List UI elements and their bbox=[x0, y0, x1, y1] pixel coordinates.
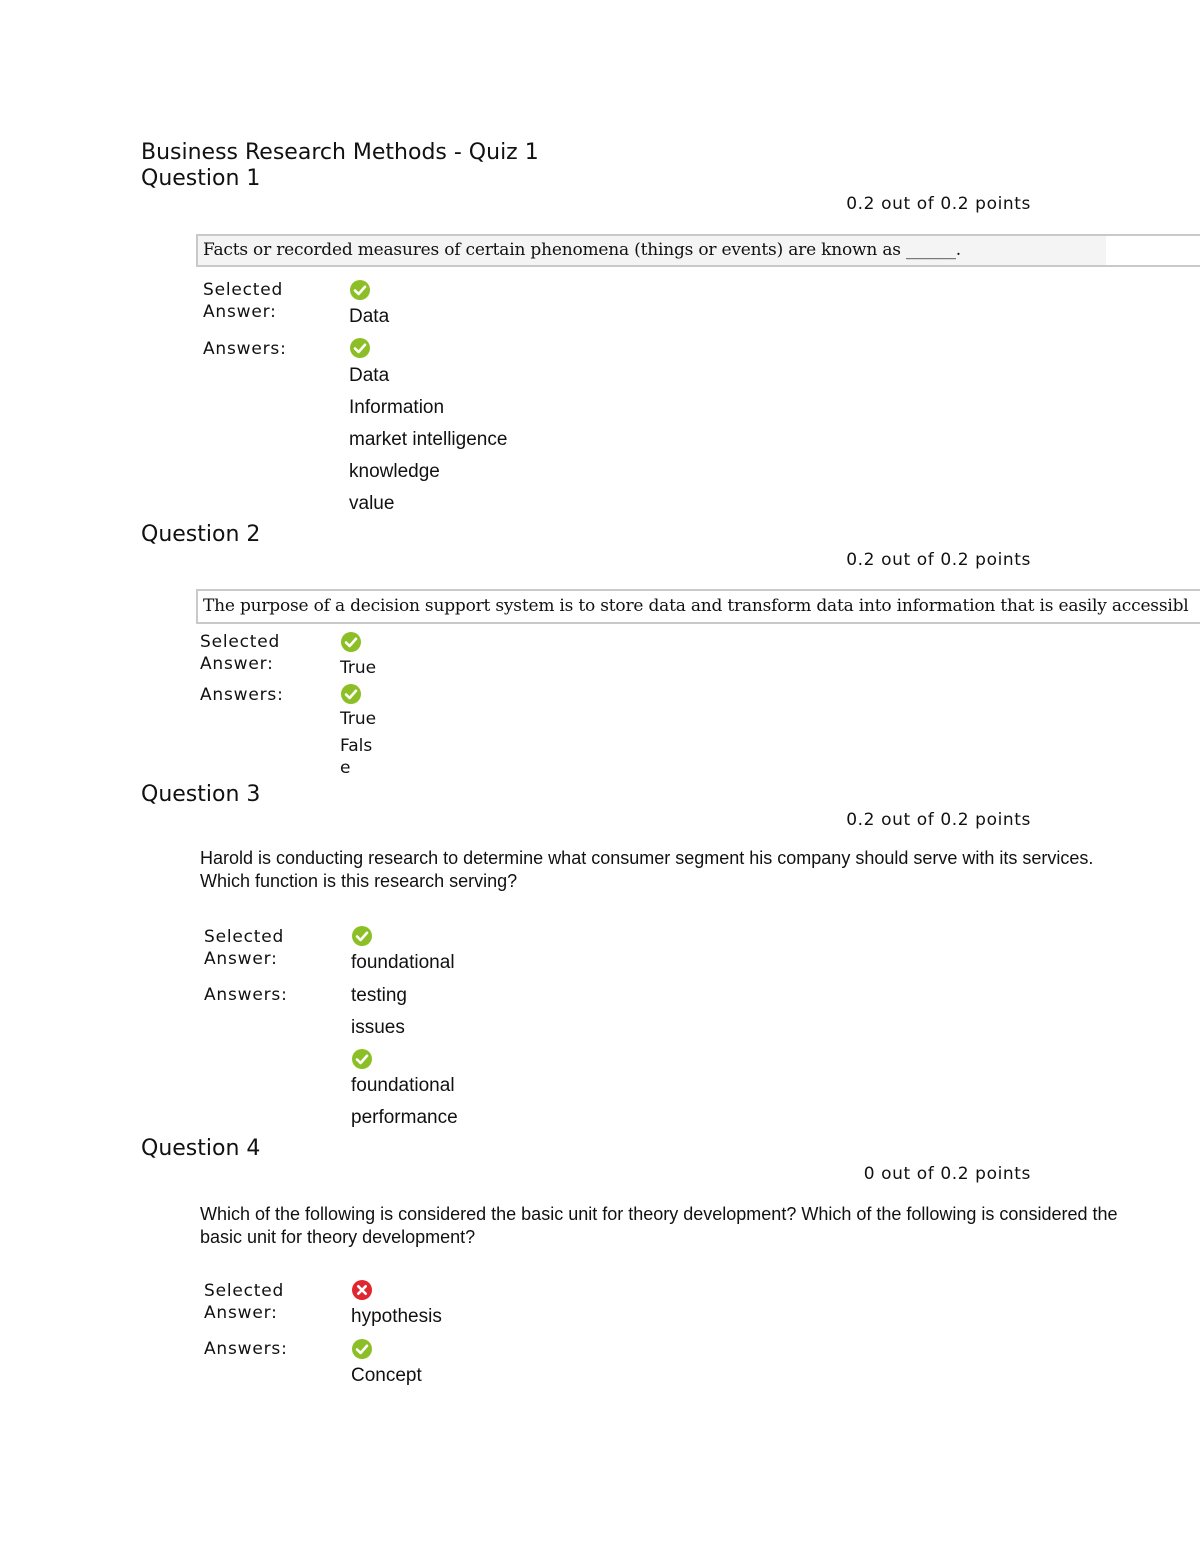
page-title: Business Research Methods - Quiz 1 bbox=[141, 140, 539, 165]
answer-option: Information bbox=[349, 397, 445, 418]
answer-option: issues bbox=[351, 1017, 405, 1038]
answers-label: Answers: bbox=[204, 1339, 288, 1359]
answer-option: e bbox=[340, 758, 351, 778]
question-heading: Question 3 bbox=[141, 782, 261, 807]
check-circle-icon bbox=[341, 632, 361, 652]
question-text-box bbox=[196, 589, 1200, 624]
selected-answer-value: hypothesis bbox=[351, 1306, 442, 1327]
answer-option: testing bbox=[351, 985, 407, 1006]
x-circle-icon bbox=[352, 1280, 372, 1300]
question-points: 0.2 out of 0.2 points bbox=[846, 810, 1031, 830]
check-circle-icon bbox=[350, 338, 370, 358]
selected-answer-label: Selected Answer: bbox=[204, 1281, 285, 1323]
check-circle-icon bbox=[350, 280, 370, 300]
question-text: The purpose of a decision support system is to store data and transform data into information that is easily accessibl bbox=[203, 596, 1189, 616]
selected-answer-value: True bbox=[340, 658, 377, 678]
answer-option: Fals bbox=[340, 736, 373, 756]
answer-option: value bbox=[349, 493, 395, 514]
question-heading: Question 2 bbox=[141, 522, 261, 547]
answers-label: Answers: bbox=[204, 985, 288, 1005]
selected-answer-label: Selected Answer: bbox=[204, 927, 285, 969]
answer-option: Data bbox=[349, 365, 390, 386]
question-points: 0.2 out of 0.2 points bbox=[846, 550, 1031, 570]
question-text: Which of the following is considered the basic unit for theory development? Which of the following is considered the basic unit for theory development? bbox=[200, 1204, 1118, 1247]
check-circle-icon bbox=[352, 1049, 372, 1069]
selected-answer-value: foundational bbox=[351, 952, 455, 973]
answer-option: True bbox=[340, 709, 377, 729]
question-text: Harold is conducting research to determine what consumer segment his company should serve with its services. Which function is this research serving? bbox=[200, 848, 1094, 891]
question-text-box bbox=[196, 234, 1200, 267]
check-circle-icon bbox=[352, 1339, 372, 1359]
answer-option: performance bbox=[351, 1107, 458, 1128]
check-circle-icon bbox=[341, 684, 361, 704]
selected-answer-label: Selected Answer: bbox=[203, 280, 284, 322]
answers-label: Answers: bbox=[203, 339, 287, 359]
answer-option: Concept bbox=[351, 1365, 422, 1386]
selected-answer-value: Data bbox=[349, 306, 390, 327]
answer-option: knowledge bbox=[349, 461, 440, 482]
question-points: 0.2 out of 0.2 points bbox=[846, 194, 1031, 214]
answer-option: market intelligence bbox=[349, 429, 508, 450]
question-heading: Question 4 bbox=[141, 1136, 261, 1161]
check-circle-icon bbox=[352, 926, 372, 946]
selected-answer-label: Selected Answer: bbox=[200, 632, 281, 674]
question-points: 0 out of 0.2 points bbox=[863, 1164, 1031, 1184]
question-text: Facts or recorded measures of certain phenomena (things or events) are known as ______. bbox=[203, 240, 961, 260]
answer-option: foundational bbox=[351, 1075, 455, 1096]
answers-label: Answers: bbox=[200, 685, 284, 705]
question-heading: Question 1 bbox=[141, 166, 261, 191]
